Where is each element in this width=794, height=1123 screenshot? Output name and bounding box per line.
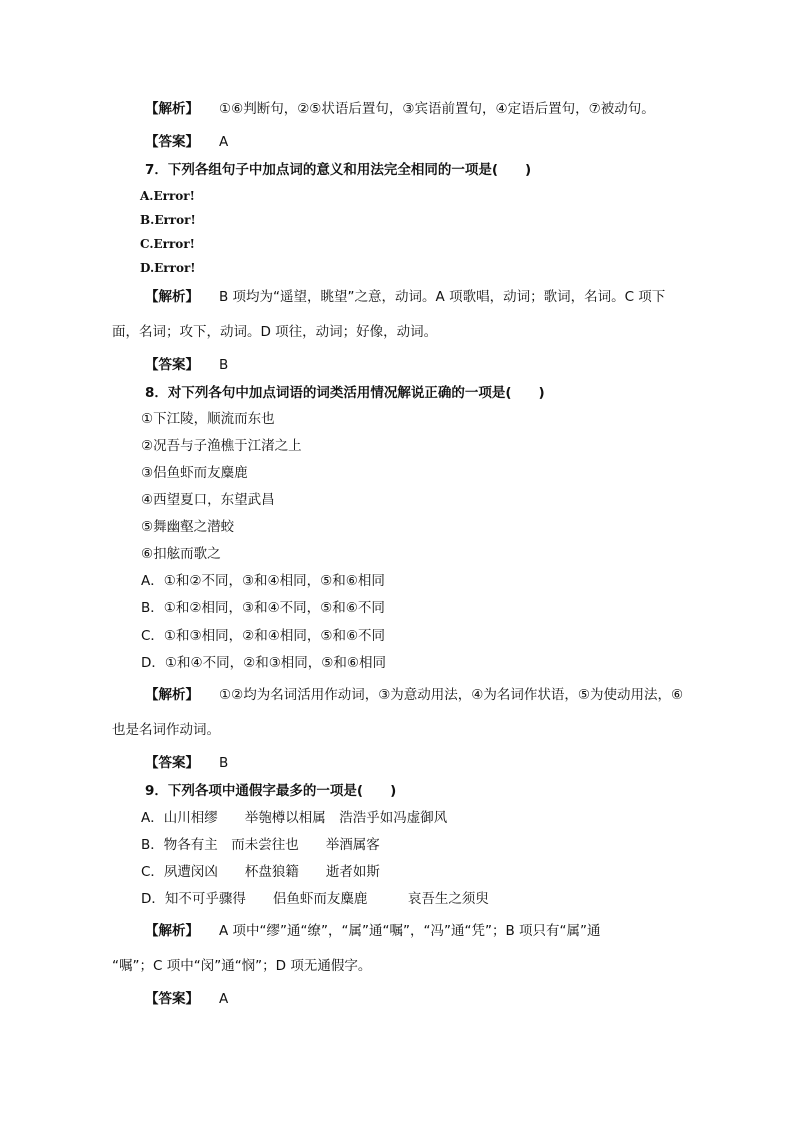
q7-option-d: D.Error! bbox=[140, 261, 196, 275]
q9-analysis-cont: “嘱”；C 项中“闵”通“悯”；D 项无通假字。 bbox=[112, 958, 372, 974]
q7-option-c: C.Error! bbox=[140, 237, 195, 251]
q9-option-c: C．夙遭闵凶 杯盘狼籍 逝者如斯 bbox=[141, 864, 380, 880]
q9-stem: 9．下列各项中通假字最多的一项是( ) bbox=[145, 783, 397, 799]
answer-tag: 【答案】 bbox=[145, 991, 199, 1007]
analysis-tag: 【解析】 bbox=[145, 289, 199, 305]
q9-analysis bbox=[145, 921, 601, 941]
q7-option-b: B.Error! bbox=[140, 213, 196, 227]
q8-sentence-6: ⑥扣舷而歌之 bbox=[141, 546, 221, 562]
analysis-tag: 【解析】 bbox=[145, 687, 199, 703]
q7-stem: 7．下列各组句子中加点词的意义和用法完全相同的一项是( ) bbox=[145, 162, 532, 178]
q8-option-d: D．①和④不同，②和③相同，⑤和⑥相同 bbox=[141, 655, 387, 671]
q8-analysis-cont: 也是名词作动词。 bbox=[112, 722, 220, 738]
q8-sentence-5: ⑤舞幽壑之潜蛟 bbox=[141, 519, 235, 535]
q8-answer bbox=[145, 753, 228, 773]
q6-analysis bbox=[145, 99, 655, 119]
analysis-tag: 【解析】 bbox=[145, 101, 199, 117]
q7-option-a: A.Error! bbox=[140, 189, 195, 203]
q7-analysis bbox=[145, 287, 665, 307]
q9-answer bbox=[145, 989, 228, 1009]
analysis-text: ①⑥判断句，②⑤状语后置句，③宾语前置句，④定语后置句，⑦被动句。 bbox=[219, 101, 655, 117]
answer-tag: 【答案】 bbox=[145, 357, 199, 373]
q7-answer bbox=[145, 355, 228, 375]
q9-option-d: D．知不可乎骤得 侣鱼虾而友麋鹿 哀吾生之须臾 bbox=[141, 891, 489, 907]
answer-tag: 【答案】 bbox=[145, 134, 199, 150]
q6-answer bbox=[145, 132, 228, 152]
answer-value: A bbox=[219, 134, 229, 150]
answer-tag: 【答案】 bbox=[145, 755, 199, 771]
q8-sentence-3: ③侣鱼虾而友麋鹿 bbox=[141, 465, 248, 481]
q8-sentence-1: ①下江陵，顺流而东也 bbox=[141, 411, 275, 427]
q8-option-a: A．①和②不同，③和④相同，⑤和⑥相同 bbox=[141, 573, 385, 589]
q7-analysis-cont: 面，名词；攻下，动词。D 项往，动词；好像，动词。 bbox=[112, 324, 438, 340]
analysis-text: B 项均为“遥望，眺望”之意，动词。A 项歌唱，动词；歌词，名词。C 项下 bbox=[219, 289, 666, 305]
analysis-text: A 项中“缪”通“缭”，“属”通“嘱”，“冯”通“凭”；B 项只有“属”通 bbox=[219, 923, 601, 939]
analysis-tag: 【解析】 bbox=[145, 923, 199, 939]
analysis-text: ①②均为名词活用作动词，③为意动用法，④为名词作状语，⑤为使动用法，⑥ bbox=[219, 687, 684, 703]
q9-option-b: B．物各有主 而未尝往也 举酒属客 bbox=[141, 837, 380, 853]
q8-analysis bbox=[145, 685, 683, 705]
answer-value: B bbox=[219, 357, 229, 373]
answer-value: B bbox=[219, 755, 229, 771]
q9-option-a: A．山川相缪 举匏樽以相属 浩浩乎如冯虚御风 bbox=[141, 810, 448, 826]
q8-option-c: C．①和③相同，②和④相同，⑤和⑥不同 bbox=[141, 628, 386, 644]
q8-sentence-4: ④西望夏口，东望武昌 bbox=[141, 492, 275, 508]
answer-value: A bbox=[219, 991, 229, 1007]
q8-sentence-2: ②况吾与子渔樵于江渚之上 bbox=[141, 438, 302, 454]
q8-option-b: B．①和②相同，③和④不同，⑤和⑥不同 bbox=[141, 600, 385, 616]
q8-stem: 8．对下列各句中加点词语的词类活用情况解说正确的一项是( ) bbox=[145, 385, 545, 401]
